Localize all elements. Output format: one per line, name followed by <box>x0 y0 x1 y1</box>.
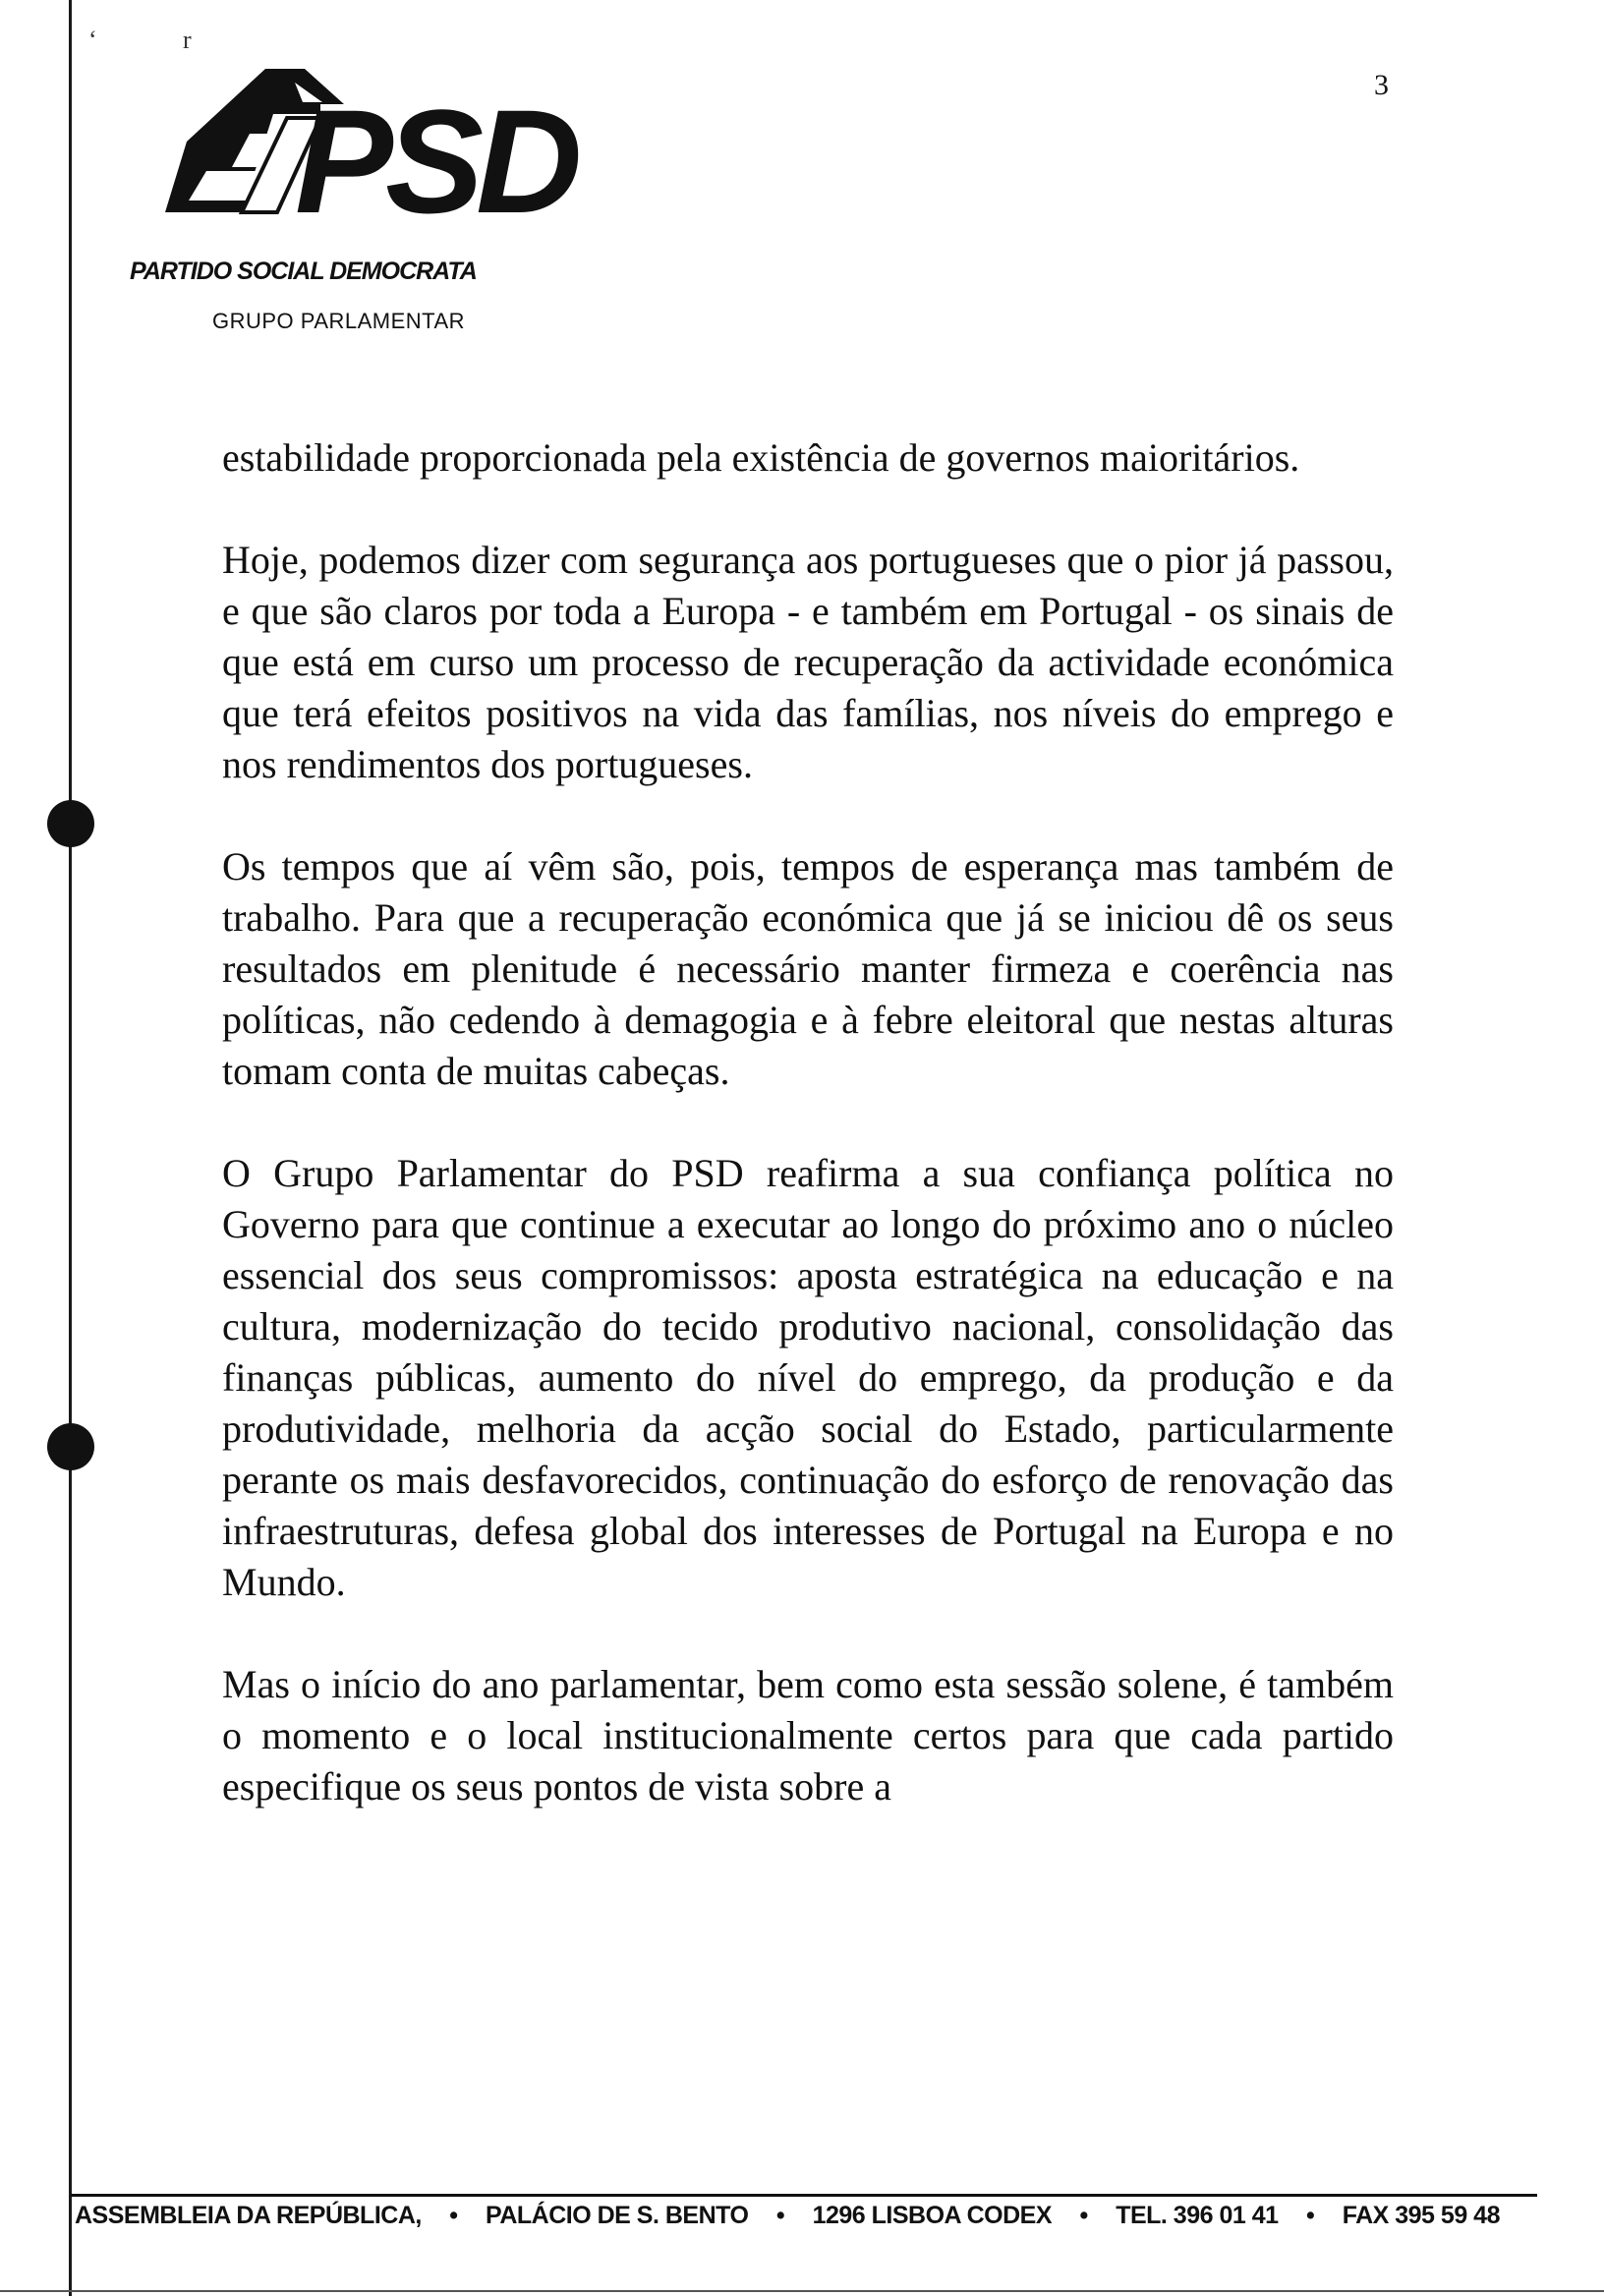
footer-address-assembly: ASSEMBLEIA DA REPÚBLICA, <box>75 2202 422 2229</box>
footer-address-palace: PALÁCIO DE S. BENTO <box>486 2202 749 2229</box>
footer-separator: • <box>449 2202 458 2229</box>
punch-hole <box>47 1423 94 1470</box>
scan-edge-line <box>0 2290 1604 2292</box>
party-name: PARTIDO SOCIAL DEMOCRATA <box>130 258 477 285</box>
footer-phone: TEL. 396 01 41 <box>1116 2202 1279 2229</box>
footer-separator: • <box>1305 2202 1315 2229</box>
paragraph: Hoje, podemos dizer com segurança aos portugueses que o pior já passou, e que são claros por toda a Europa - e também em Portugal - os sinais de que está em curso um processo de recuperação da actividade económica que terá efeitos positivos na vida das famílias, nos níveis do emprego e nos rendimentos dos portugueses. <box>222 538 1394 786</box>
paragraph: Os tempos que aí vêm são, pois, tempos de esperança mas também de trabalho. Para que a recuperação económica que já se iniciou dê os seus resultados em plenitude é necessário manter firmeza e coerência nas políticas, não cedendo à demagogia e à febre eleitoral que nestas alturas tomam conta de muitas cabeças. <box>222 844 1394 1093</box>
letter-body <box>222 432 1394 1864</box>
paragraph: Mas o início do ano parlamentar, bem como esta sessão solene, é também o momento e o local institucionalmente certos para que cada partido especifique os seus pontos de vista sobre a <box>222 1662 1394 1808</box>
footer-fax: FAX 395 59 48 <box>1342 2202 1500 2229</box>
paragraph: O Grupo Parlamentar do PSD reafirma a sua confiança política no Governo para que continue a executar ao longo do próximo ano o núcleo essencial dos seus compromissos: aposta estratégica na educação e na cultura, modernização do tecido produtivo nacional, consolidação das finanças públicas, aumento do nível do emprego, da produção e da produtividade, melhoria da acção social do Estado, particularmente perante os mais desfavorecidos, continuação do esforço de renovação das infraestruturas, defesa global dos interesses de Portugal na Europa e no Mundo. <box>222 1151 1394 1604</box>
svg-text:PSD: PSD <box>295 79 575 244</box>
page-number: 3 <box>1374 69 1389 101</box>
paragraph: estabilidade proporcionada pela existência de governos maioritários. <box>222 435 1300 480</box>
footer-separator: • <box>775 2202 785 2229</box>
footer-divider <box>71 2194 1537 2197</box>
scan-speck: ‘ <box>88 26 97 54</box>
footer-address-city: 1296 LISBOA CODEX <box>812 2202 1053 2229</box>
left-margin-rule <box>69 0 72 2296</box>
psd-logo <box>147 65 619 271</box>
scan-speck: r <box>183 26 192 54</box>
psd-arrow-logo-icon <box>147 65 619 261</box>
punch-hole <box>47 800 94 847</box>
letterhead-footer <box>75 2202 1539 2230</box>
group-name: GRUPO PARLAMENTAR <box>212 309 466 333</box>
footer-separator: • <box>1079 2202 1088 2229</box>
